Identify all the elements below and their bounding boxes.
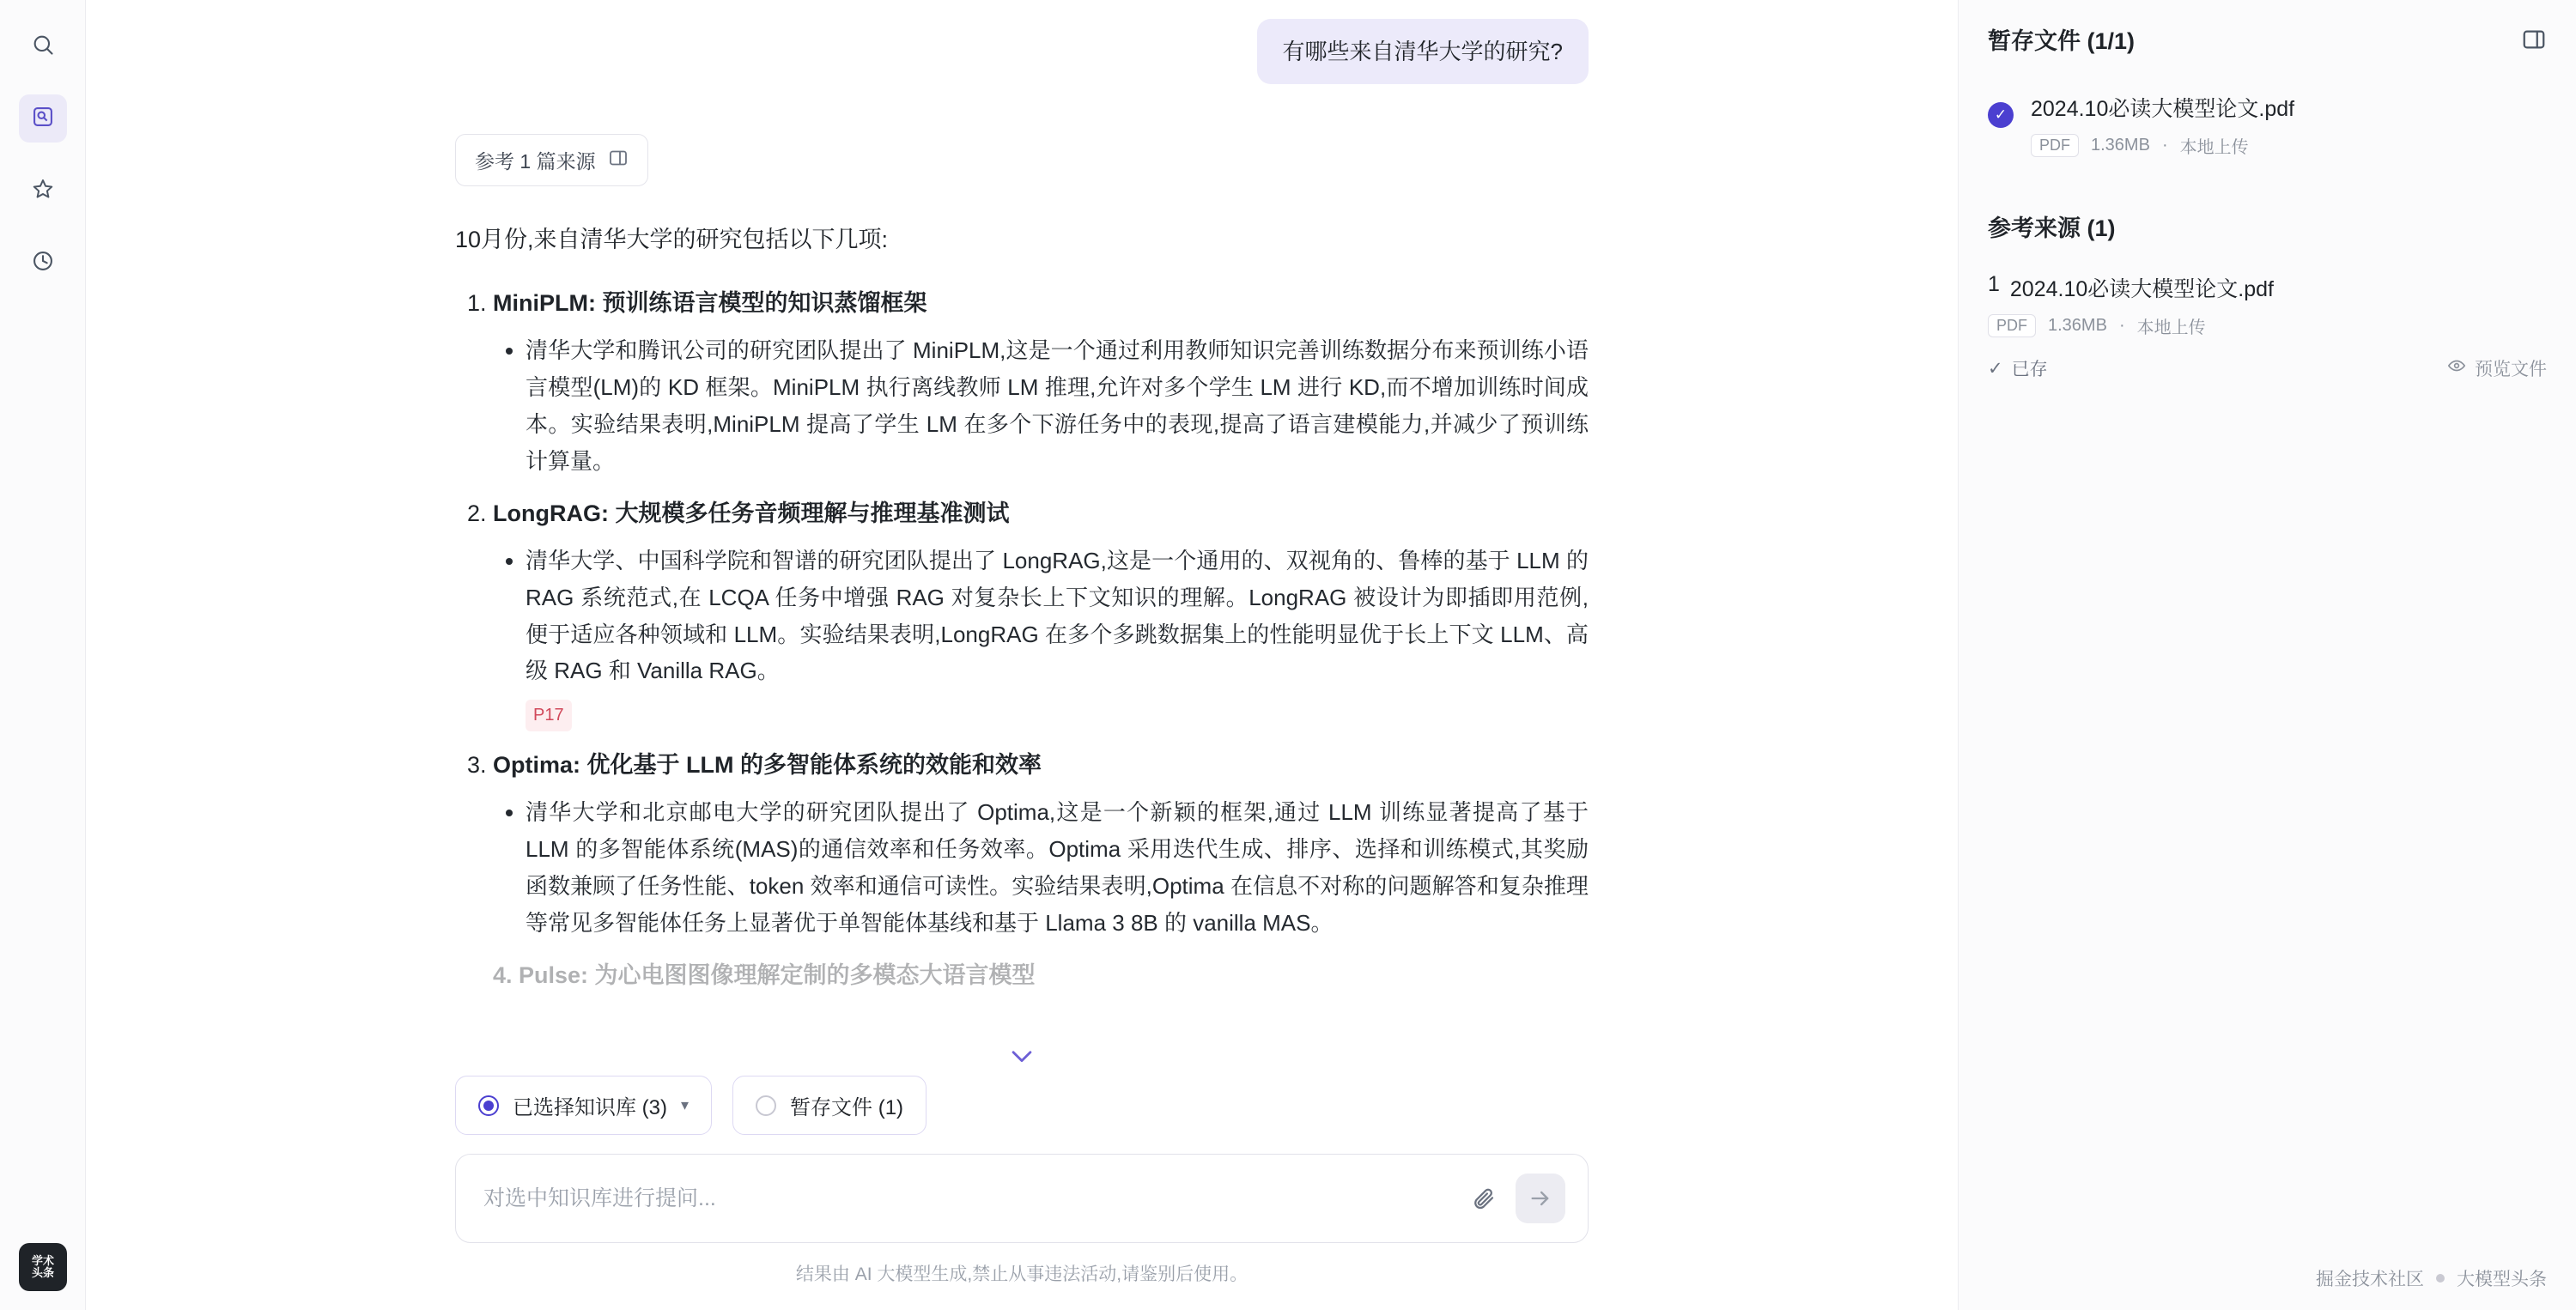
answer-item-body xyxy=(526,543,1589,732)
file-origin-separator: · xyxy=(2161,136,2168,155)
chat-input[interactable] xyxy=(482,1186,1471,1212)
user-message-row xyxy=(455,19,1589,84)
footer-right-label: 大模型头条 xyxy=(2457,1270,2547,1289)
composer xyxy=(455,1076,1589,1310)
brand-line-1: 学术 xyxy=(31,1254,54,1268)
source-actions xyxy=(1988,355,2547,381)
answer-item-body-text: 清华大学、中国科学院和智谱的研究团队提出了 LongRAG,这是一个通用的、双视角的、鲁棒的基于 LLM 的 RAG 系统范式,在 LCQA 任务中增强 RAG 对复杂长上下文知识的理解。LongRAG 被设计为即插即用范例,便于适应各种领域和 LLM。实验结果表明,LongRAG 在多个多跳数据集上的性能明显优于长上下文 LLM、高级 RAG 和 Vanilla RAG。 xyxy=(526,547,1589,684)
mode-option-temp-files[interactable] xyxy=(732,1076,927,1135)
status-badge xyxy=(1988,355,2048,381)
mode-option-knowledge-base-label: 已选择知识库 (3) xyxy=(513,1096,667,1119)
saved-label: 已存 xyxy=(2011,360,2048,379)
answer-item-title-partial: 4. Pulse: 为心电图图像理解定制的多模态大语言模型 xyxy=(493,962,1036,988)
source-item[interactable] xyxy=(1988,272,2547,381)
list-item xyxy=(493,287,1589,480)
source-meta xyxy=(1988,313,2547,338)
source-title-line xyxy=(1988,272,2547,303)
answer-item-title: 2. LongRAG: 大规模多任务音频理解与推理基准测试 xyxy=(493,500,1010,526)
sidebar-item-favorites[interactable] xyxy=(19,167,67,215)
page-citation-badge[interactable]: P17 xyxy=(526,700,572,731)
panel-toggle-icon xyxy=(608,148,629,173)
answer-item-title: 3. Optima: 优化基于 LLM 的多智能体系统的效能和效率 xyxy=(493,752,1042,779)
source-name: 2024.10必读大模型论文.pdf xyxy=(2009,277,2274,301)
answer-item-detail-list xyxy=(493,794,1589,942)
disclaimer-text: 结果由 AI 大模型生成,禁止从事违法活动,请鉴别后使用。 xyxy=(795,1265,1249,1284)
brand-line-2: 头条 xyxy=(31,1266,54,1279)
library-icon xyxy=(31,105,55,133)
list-item xyxy=(493,497,1589,732)
source-reference-chip[interactable] xyxy=(455,134,648,186)
panel-title: 暂存文件 (1/1) xyxy=(1988,28,2136,54)
answer-lead-text: 10月份,来自清华大学的研究包括以下几项: xyxy=(455,227,889,253)
temp-file-item[interactable] xyxy=(1988,92,2547,158)
answer-item-body: • 清华大学和北京邮电大学的研究团队提出了 Optima,这是一个新颖的框架,通过 LLM 训练显著提高了基于 LLM 的多智能体系统(MAS)的通信效率和任务效率。Optima 采用迭代生成、排序、选择和训练模式,其奖励函数兼顾了任务性能、token 效率和通信可读性。实验结果表明,Optima 在信息不对称的问题解答和复杂推理等常见多智能体任务上显著优于单智能体基线和基于 Llama 3 8B 的 vanilla MAS。 xyxy=(526,794,1589,942)
footer-dot-icon xyxy=(2436,1274,2445,1283)
list-item xyxy=(493,749,1589,942)
left-rail xyxy=(0,0,86,1310)
panel-footer xyxy=(2316,1265,2547,1291)
message-thread[interactable] xyxy=(86,0,1958,1076)
file-size: 1.36MB xyxy=(2091,136,2150,155)
source-origin: 本地上传 xyxy=(2136,318,2206,337)
source-chip-label: 参考 1 篇来源 xyxy=(475,150,596,173)
file-type-tag: PDF xyxy=(2031,134,2079,157)
user-message-bubble: 有哪些来自清华大学的研究? xyxy=(1257,19,1589,84)
preview-file-label: 预览文件 xyxy=(2475,360,2547,379)
source-index: 1 xyxy=(1988,272,2000,296)
panel-collapse-icon[interactable] xyxy=(2521,27,2547,52)
temp-file-name: 2024.10必读大模型论文.pdf xyxy=(2031,97,2295,121)
temp-file-meta xyxy=(2031,133,2294,158)
source-type-tag: PDF xyxy=(1988,314,2036,337)
checkbox-checked-icon[interactable]: ✓ xyxy=(1988,102,2014,128)
mode-option-knowledge-base[interactable] xyxy=(455,1076,712,1135)
file-origin: 本地上传 xyxy=(2179,138,2249,157)
scroll-to-bottom-icon[interactable] xyxy=(1007,1041,1036,1076)
sidebar-item-history[interactable] xyxy=(19,239,67,287)
star-icon xyxy=(31,177,55,205)
right-panel-header xyxy=(1988,22,2547,56)
search-icon xyxy=(31,33,55,61)
preview-file-button[interactable] xyxy=(2447,355,2547,381)
mode-selector xyxy=(455,1076,1589,1135)
source-size: 1.36MB xyxy=(2048,316,2107,335)
sidebar-item-search[interactable] xyxy=(19,22,67,70)
conversation-column xyxy=(86,0,1958,1310)
chevron-down-icon[interactable]: ▾ xyxy=(681,1096,690,1113)
answer-item-body: • 清华大学和腾讯公司的研究团队提出了 MiniPLM,这是一个通过利用教师知识完善训练数据分布来预训练小语言模型(LM)的 KD 框架。MiniPLM 执行离线教师 LM 推理,允许对多个学生 LM 进行 KD,而不增加训练时间成本。实验结果表明,MiniPLM 提高了学生 LM 在多个下游任务中的表现,提高了语言建模能力,并减少了预训练计算量。 xyxy=(526,332,1589,480)
send-button[interactable] xyxy=(1516,1174,1565,1223)
sources-section-title: 参考来源 (1) xyxy=(1988,215,2116,241)
eye-icon xyxy=(2447,356,2466,380)
answer-list xyxy=(455,287,1589,942)
answer-item-detail-list xyxy=(493,332,1589,480)
answer-item-title: 1. MiniPLM: 预训练语言模型的知识蒸馏框架 xyxy=(493,289,927,316)
history-icon xyxy=(31,249,55,277)
brand-logo xyxy=(19,1243,67,1291)
footer-left-label: 掘金技术社区 xyxy=(2316,1270,2424,1289)
mode-option-temp-files-label: 暂存文件 (1) xyxy=(790,1096,904,1119)
attachment-icon[interactable] xyxy=(1471,1186,1497,1211)
sidebar-item-library[interactable] xyxy=(19,94,67,143)
composer-input-wrap[interactable] xyxy=(455,1154,1589,1243)
source-origin-separator: · xyxy=(2118,316,2125,335)
check-icon: ✓ xyxy=(1988,358,2003,379)
right-panel xyxy=(1958,0,2576,1310)
radio-unselected-icon xyxy=(756,1095,776,1116)
answer-item-detail-list xyxy=(493,543,1589,732)
radio-selected-icon xyxy=(478,1095,499,1116)
